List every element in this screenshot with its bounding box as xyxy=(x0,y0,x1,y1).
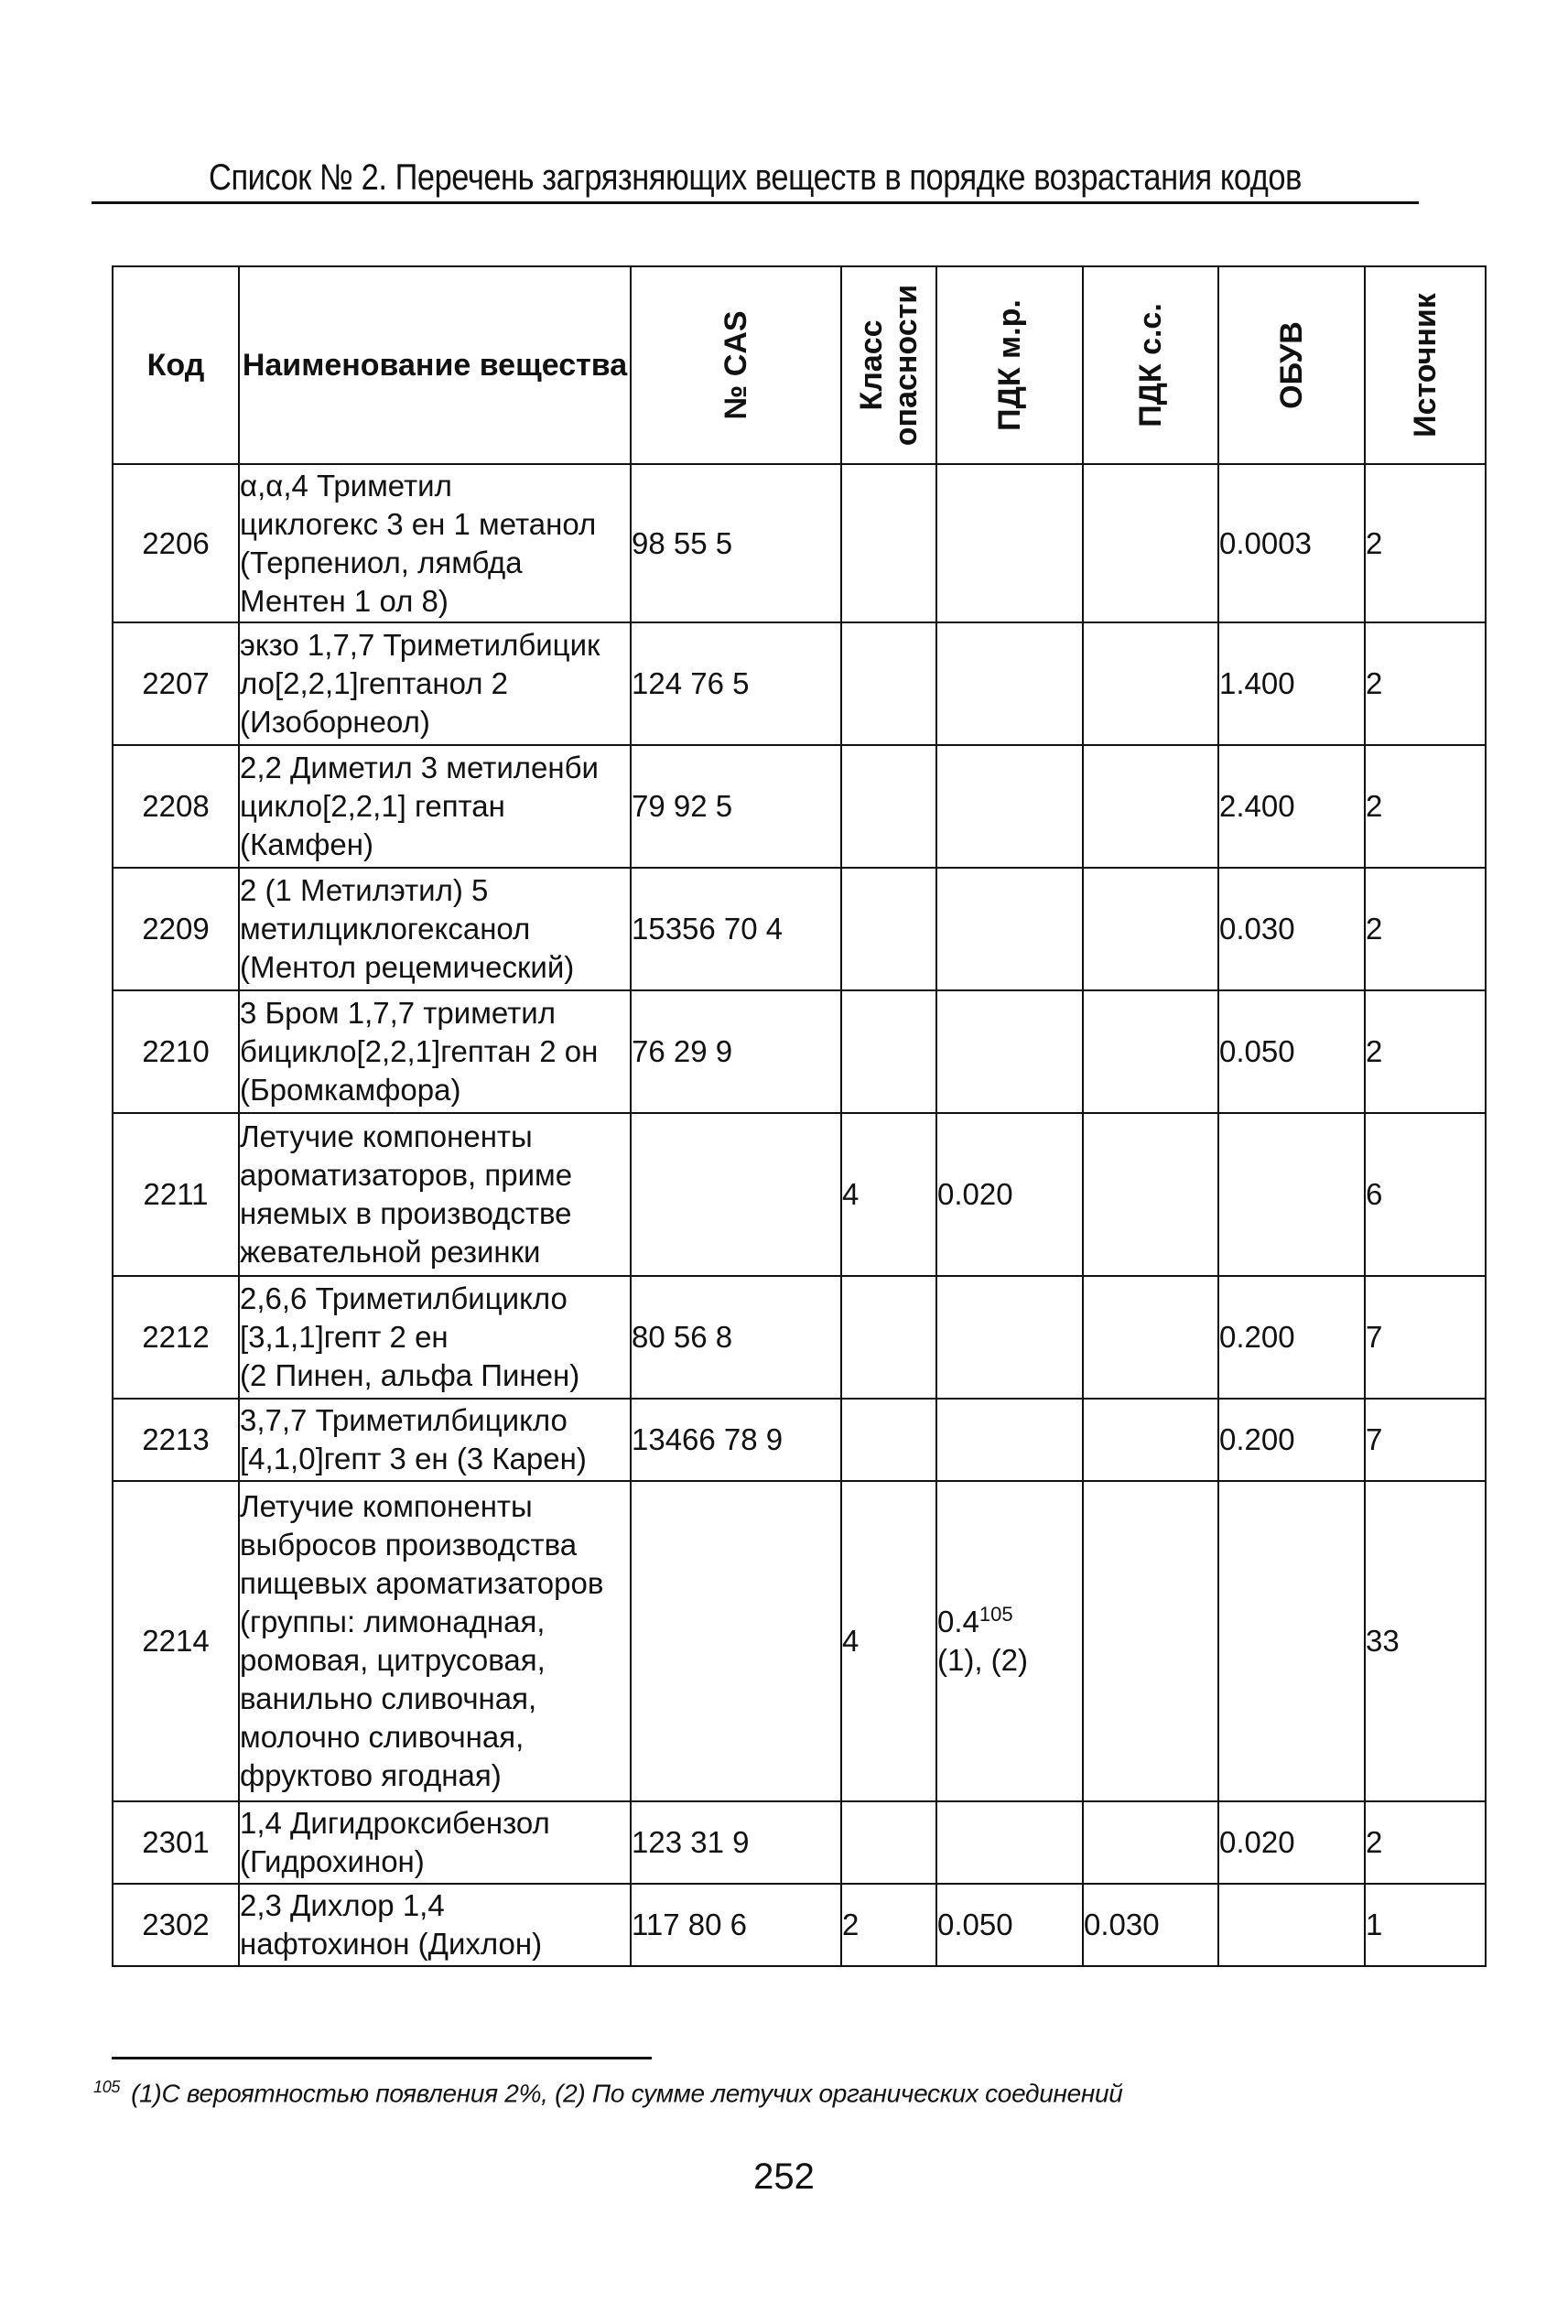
row-pdk-ss xyxy=(1083,868,1218,990)
row-obuv xyxy=(1218,1113,1365,1276)
row-code: 2211 xyxy=(113,1113,239,1276)
row-pdk-ss: 0.030 xyxy=(1083,1884,1218,1966)
row-cas: 80 56 8 xyxy=(631,1276,841,1399)
row-pdk-mr xyxy=(936,1801,1083,1884)
substance-name: 2,2 Диметил 3 метиленби цикло[2,2,1] гептан (Камфен) xyxy=(240,751,599,861)
footnote xyxy=(93,2078,1466,2108)
row-obuv: 0.200 xyxy=(1218,1276,1365,1399)
row-obuv: 2.400 xyxy=(1218,745,1365,868)
row-code: 2209 xyxy=(113,868,239,990)
row-name xyxy=(239,990,631,1113)
row-cas: 124 76 5 xyxy=(631,622,841,745)
row-obuv xyxy=(1218,1884,1365,1966)
row-code: 2206 xyxy=(113,464,239,622)
footnote-text: (1)С вероятностью появления 2%, (2) По сумме летучих органических соединений xyxy=(131,2079,1123,2108)
row-hazard-class xyxy=(841,990,936,1113)
row-code: 2302 xyxy=(113,1884,239,1966)
header-code: Код xyxy=(113,266,239,464)
row-source: 2 xyxy=(1365,622,1486,745)
row-pdk-mr: 0.050 xyxy=(936,1884,1083,1966)
table-row xyxy=(113,1801,1486,1884)
row-pdk-ss xyxy=(1083,464,1218,622)
table-row xyxy=(113,1276,1486,1399)
row-hazard-class xyxy=(841,622,936,745)
row-source: 2 xyxy=(1365,464,1486,622)
row-cas xyxy=(631,1113,841,1276)
table-row xyxy=(113,1113,1486,1276)
header-source: Источник xyxy=(1365,266,1486,464)
row-pdk-mr: 0.020 xyxy=(936,1113,1083,1276)
row-name xyxy=(239,1481,631,1801)
row-hazard-class xyxy=(841,868,936,990)
row-source: 1 xyxy=(1365,1884,1486,1966)
header-pdk-ss: ПДК с.с. xyxy=(1083,266,1218,464)
table-row xyxy=(113,1481,1486,1801)
row-cas: 123 31 9 xyxy=(631,1801,841,1884)
title-rule xyxy=(92,201,1419,204)
row-cas: 13466 78 9 xyxy=(631,1399,841,1481)
substance-name: Летучие компоненты выбросов производства пищевых ароматизаторов (группы: лимонадная, ромовая, цитрусовая, ванильно сливочная, молочно сливочная, фруктово ягодная) xyxy=(240,1489,604,1792)
row-name xyxy=(239,1113,631,1276)
row-source: 2 xyxy=(1365,1801,1486,1884)
row-pdk-mr xyxy=(936,1481,1083,1801)
row-source: 2 xyxy=(1365,745,1486,868)
row-obuv: 1.400 xyxy=(1218,622,1365,745)
table-row xyxy=(113,464,1486,622)
row-hazard-class xyxy=(841,464,936,622)
row-pdk-ss xyxy=(1083,1276,1218,1399)
row-hazard-class xyxy=(841,745,936,868)
row-obuv xyxy=(1218,1481,1365,1801)
row-pdk-mr xyxy=(936,622,1083,745)
row-pdk-mr xyxy=(936,745,1083,868)
row-pdk-ss xyxy=(1083,1801,1218,1884)
substance-name: 1,4 Дигидроксибензол (Гидрохинон) xyxy=(240,1806,550,1878)
row-obuv: 0.020 xyxy=(1218,1801,1365,1884)
row-cas xyxy=(631,1481,841,1801)
row-code: 2207 xyxy=(113,622,239,745)
table-header-row xyxy=(113,266,1486,464)
row-source: 33 xyxy=(1365,1481,1486,1801)
substance-name: 2,3 Дихлор 1,4 нафтохинон (Дихлон) xyxy=(240,1888,543,1961)
table-row xyxy=(113,622,1486,745)
row-hazard-class xyxy=(841,1276,936,1399)
row-name xyxy=(239,1884,631,1966)
header-obuv: ОБУВ xyxy=(1218,266,1365,464)
row-pdk-ss xyxy=(1083,990,1218,1113)
substance-name: α,α,4 Триметил циклогекс 3 ен 1 метанол (Терпениол, лямбда Ментен 1 ол 8) xyxy=(240,468,597,618)
footnote-rule xyxy=(112,2057,652,2059)
row-name xyxy=(239,1276,631,1399)
row-pdk-ss xyxy=(1083,745,1218,868)
row-pdk-ss xyxy=(1083,1481,1218,1801)
table-row xyxy=(113,868,1486,990)
row-pdk-mr xyxy=(936,1276,1083,1399)
row-source: 7 xyxy=(1365,1399,1486,1481)
row-name xyxy=(239,464,631,622)
row-name xyxy=(239,1801,631,1884)
pdk-mr-value: 0.4 xyxy=(937,1605,979,1638)
row-name xyxy=(239,622,631,745)
header-hazard-class: Класс опасности xyxy=(841,266,936,464)
row-source: 7 xyxy=(1365,1276,1486,1399)
row-code: 2212 xyxy=(113,1276,239,1399)
row-pdk-mr xyxy=(936,990,1083,1113)
table-row xyxy=(113,990,1486,1113)
page-title: Список № 2. Перечень загрязняющих веществ в порядке возрастания кодов xyxy=(209,157,1302,198)
row-obuv: 0.0003 xyxy=(1218,464,1365,622)
row-source: 2 xyxy=(1365,990,1486,1113)
substance-name: экзо 1,7,7 Триметилбицик ло[2,2,1]гептанол 2 (Изоборнеол) xyxy=(240,628,600,739)
header-name: Наименование вещества xyxy=(239,266,631,464)
footnote-ref: 105 xyxy=(979,1603,1013,1626)
row-code: 2301 xyxy=(113,1801,239,1884)
row-pdk-mr xyxy=(936,868,1083,990)
footnote-marker: 105 xyxy=(93,2078,121,2096)
row-cas: 76 29 9 xyxy=(631,990,841,1113)
row-hazard-class: 2 xyxy=(841,1884,936,1966)
row-pdk-mr xyxy=(936,464,1083,622)
row-pdk-mr xyxy=(936,1399,1083,1481)
table-row xyxy=(113,1884,1486,1966)
header-pdk-mr: ПДК м.р. xyxy=(936,266,1083,464)
row-hazard-class: 4 xyxy=(841,1481,936,1801)
row-cas: 98 55 5 xyxy=(631,464,841,622)
substance-name: 2,6,6 Триметилбицикло [3,1,1]гепт 2 ен (2 Пинен, альфа Пинен) xyxy=(240,1281,580,1392)
substance-name: Летучие компоненты ароматизаторов, приме няемых в производстве жевательной резинки xyxy=(240,1119,573,1269)
row-hazard-class xyxy=(841,1801,936,1884)
row-cas: 15356 70 4 xyxy=(631,868,841,990)
substance-name: 2 (1 Метилэтил) 5 метилциклогексанол (Ментол рецемический) xyxy=(240,873,575,984)
row-name xyxy=(239,868,631,990)
row-cas: 79 92 5 xyxy=(631,745,841,868)
row-hazard-class: 4 xyxy=(841,1113,936,1276)
table-row xyxy=(113,1399,1486,1481)
row-code: 2210 xyxy=(113,990,239,1113)
row-source: 6 xyxy=(1365,1113,1486,1276)
row-cas: 117 80 6 xyxy=(631,1884,841,1966)
row-obuv: 0.050 xyxy=(1218,990,1365,1113)
row-pdk-ss xyxy=(1083,1399,1218,1481)
substance-name: 3,7,7 Триметилбицикло [4,1,0]гепт 3 ен (3 Карен) xyxy=(240,1403,587,1475)
row-obuv: 0.030 xyxy=(1218,868,1365,990)
row-name xyxy=(239,745,631,868)
table-body xyxy=(113,464,1486,1966)
row-code: 2214 xyxy=(113,1481,239,1801)
row-obuv: 0.200 xyxy=(1218,1399,1365,1481)
table-row xyxy=(113,745,1486,868)
row-pdk-ss xyxy=(1083,622,1218,745)
substance-name: 3 Бром 1,7,7 триметил бицикло[2,2,1]гептан 2 он (Бромкамфора) xyxy=(240,996,599,1107)
row-code: 2208 xyxy=(113,745,239,868)
row-hazard-class xyxy=(841,1399,936,1481)
row-name xyxy=(239,1399,631,1481)
substances-table xyxy=(112,265,1487,1967)
row-source: 2 xyxy=(1365,868,1486,990)
header-cas: № CAS xyxy=(631,266,841,464)
page-number: 252 xyxy=(753,2156,815,2197)
row-pdk-ss xyxy=(1083,1113,1218,1276)
pdk-mr-note: (1), (2) xyxy=(937,1643,1028,1677)
row-code: 2213 xyxy=(113,1399,239,1481)
